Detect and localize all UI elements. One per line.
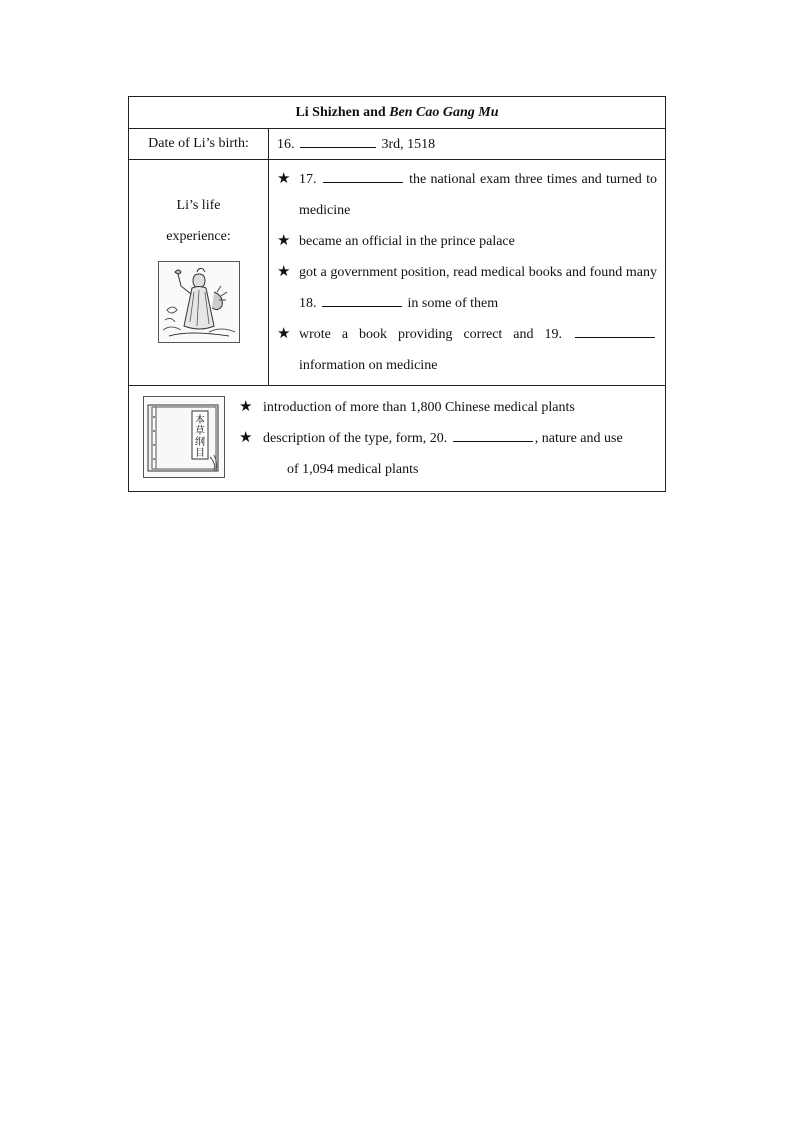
star-icon: ★ xyxy=(277,171,291,187)
blank-19[interactable] xyxy=(575,325,655,338)
question-17-number: 17. xyxy=(299,172,317,187)
list-item xyxy=(239,392,655,423)
table-title xyxy=(129,97,666,129)
worksheet-table xyxy=(128,96,666,492)
birth-label-cell xyxy=(129,129,269,160)
list-item xyxy=(239,423,655,485)
life-experience-cell xyxy=(269,160,666,386)
birth-value-cell xyxy=(269,129,666,160)
svg-text:纲: 纲 xyxy=(195,437,205,448)
question-16-number: 16. xyxy=(277,137,295,152)
item-text: got a government position, read medical books and found many 18. xyxy=(299,265,657,311)
item-text: in some of them xyxy=(407,296,499,311)
item-text: the national exam three times and turned to medicine xyxy=(299,172,657,218)
svg-text:目: 目 xyxy=(195,448,205,459)
item-text: description of the type, form, 20. xyxy=(263,431,448,446)
li-shizhen-portrait xyxy=(158,261,240,343)
ben-cao-gang-mu-cover xyxy=(143,396,225,478)
star-icon: ★ xyxy=(277,326,291,342)
star-icon: ★ xyxy=(239,399,253,415)
title-italic: Ben Cao Gang Mu xyxy=(389,104,499,120)
item-text: information on medicine xyxy=(299,358,438,373)
life-label-line2: experience: xyxy=(166,229,231,244)
svg-text:草: 草 xyxy=(195,426,205,437)
life-label-line1: Li’s life xyxy=(176,198,221,213)
item-text: introduction of more than 1,800 Chinese medical plants xyxy=(263,400,575,415)
title-main: Li Shizhen and xyxy=(295,104,390,120)
birth-label: Date of Li’s birth: xyxy=(148,136,249,151)
list-item xyxy=(277,226,657,257)
book-description-list xyxy=(225,392,655,485)
star-icon: ★ xyxy=(239,430,253,446)
blank-20[interactable] xyxy=(453,429,533,442)
life-experience-list xyxy=(269,160,665,385)
book-cell xyxy=(129,386,666,492)
list-item xyxy=(277,257,657,319)
star-icon: ★ xyxy=(277,233,291,249)
blank-17[interactable] xyxy=(323,170,403,183)
list-item xyxy=(277,164,657,226)
blank-18[interactable] xyxy=(322,294,402,307)
svg-text:本: 本 xyxy=(195,415,205,426)
birth-date-rest: 3rd, 1518 xyxy=(381,137,436,152)
item-continuation: of 1,094 medical plants xyxy=(287,462,419,477)
item-text: wrote a book providing correct and 19. xyxy=(299,327,563,342)
life-label-cell xyxy=(129,160,269,386)
star-icon: ★ xyxy=(277,264,291,280)
item-text: became an official in the prince palace xyxy=(299,234,515,249)
blank-16[interactable] xyxy=(300,135,376,148)
list-item xyxy=(277,319,657,381)
item-text: , nature and use xyxy=(534,431,623,446)
